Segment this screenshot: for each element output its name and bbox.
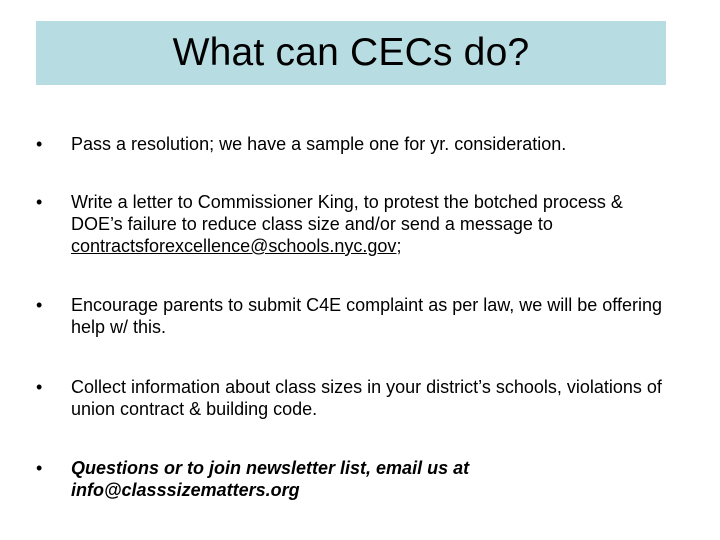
bullet-icon: • bbox=[36, 458, 43, 478]
bullet-icon: • bbox=[36, 377, 43, 397]
bullet-text-tail: ; bbox=[396, 236, 402, 256]
bullet-item bbox=[36, 457, 676, 501]
bullet-text: Collect information about class sizes in your district’s schools, violations of union contract & building code. bbox=[71, 377, 662, 419]
bullet-icon: • bbox=[36, 192, 43, 212]
slide-title: What can CECs do? bbox=[172, 31, 530, 74]
bullet-item bbox=[36, 376, 676, 420]
bullet-text: Pass a resolution; we have a sample one for yr. consideration. bbox=[71, 134, 567, 154]
bullet-item bbox=[36, 191, 676, 257]
bullet-item bbox=[36, 133, 676, 155]
bullet-item bbox=[36, 294, 676, 338]
bullet-text: Encourage parents to submit C4E complaint as per law, we will be offering help w/ this. bbox=[71, 295, 662, 337]
bullet-text-body: Write a letter to Commissioner King, to protest the botched process & DOE’s failure to reduce class size and/or send a message to bbox=[71, 192, 623, 234]
bullet-text: Questions or to join newsletter list, email us at info@classsizematters.org bbox=[71, 458, 470, 500]
email-link[interactable]: contractsforexcellence@schools.nyc.gov bbox=[71, 236, 397, 256]
bullet-text bbox=[71, 191, 676, 257]
bullet-icon: • bbox=[36, 134, 43, 154]
bullet-icon: • bbox=[36, 295, 43, 315]
